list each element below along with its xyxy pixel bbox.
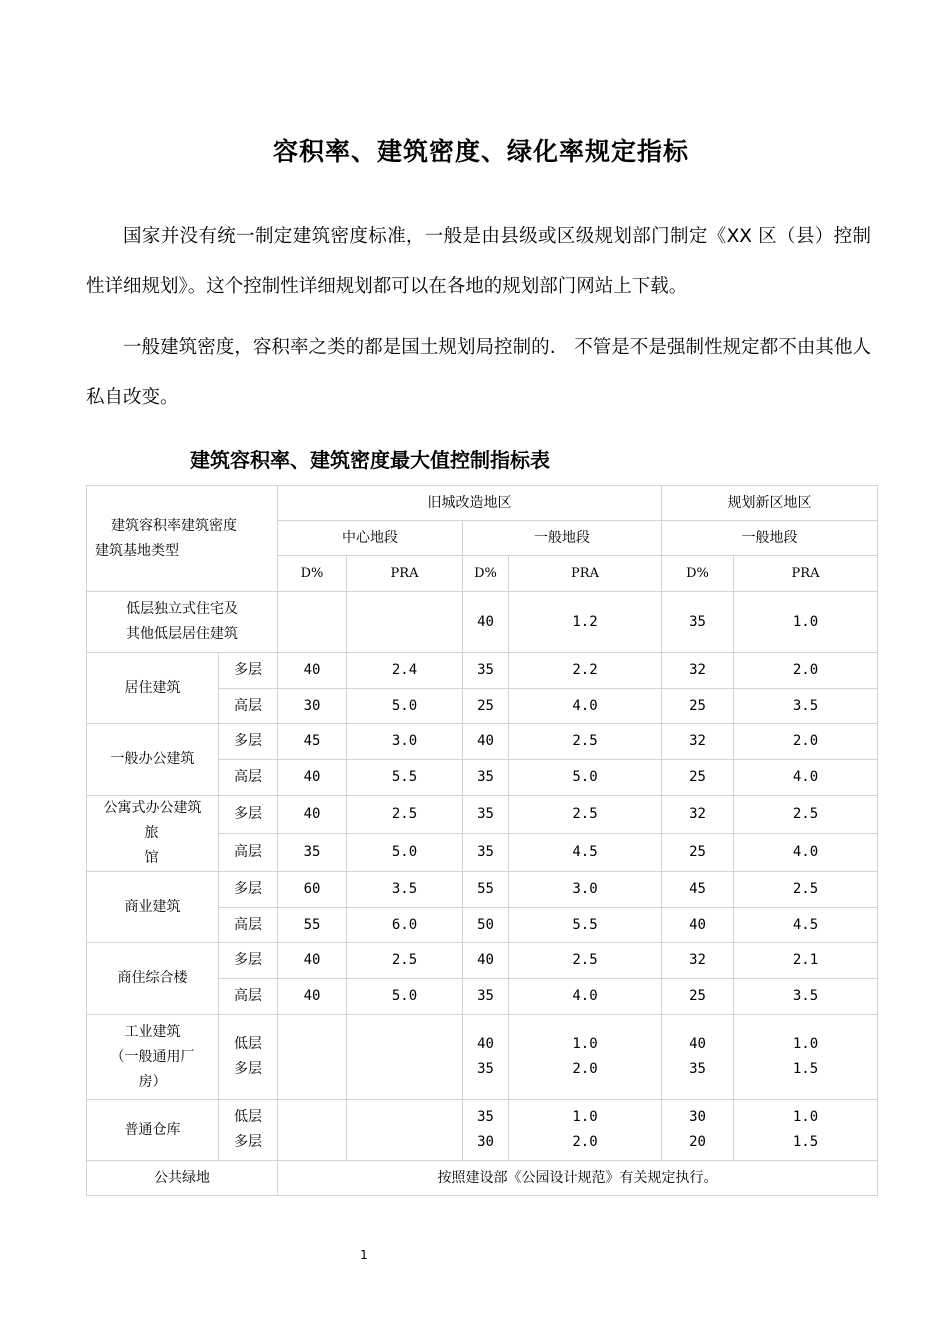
value-cell	[734, 1015, 878, 1100]
value-line: 2.0	[572, 1061, 598, 1077]
col-d-header: D%	[662, 556, 734, 592]
value-cell: 4.0	[734, 760, 878, 796]
building-type-cell: 商业建筑	[87, 872, 219, 943]
value-cell: 5.5	[509, 908, 662, 943]
floor-type-cell: 多层	[219, 943, 278, 979]
zone-center-header: 中心地段	[278, 521, 463, 556]
value-cell: 25	[463, 689, 509, 724]
value-cell: 5.0	[347, 834, 463, 872]
floor-type-cell: 多层	[219, 872, 278, 908]
value-cell: 45	[662, 872, 734, 908]
value-cell: 2.5	[509, 724, 662, 760]
value-cell: 2.5	[347, 943, 463, 979]
value-cell: 5.0	[347, 979, 463, 1015]
value-cell: 35	[463, 796, 509, 834]
value-cell: 3.5	[734, 689, 878, 724]
value-cell: 2.2	[509, 653, 662, 689]
floor-type-cell	[219, 1100, 278, 1161]
building-type-line: 公寓式办公建筑	[103, 800, 202, 816]
value-cell: 2.5	[734, 796, 878, 834]
value-cell: 4.0	[509, 979, 662, 1015]
floor-type-cell: 高层	[219, 689, 278, 724]
value-cell	[463, 1015, 509, 1100]
table-row	[87, 592, 878, 653]
value-cell: 40	[463, 943, 509, 979]
value-line: 1.5	[792, 1061, 819, 1077]
value-cell: 2.5	[347, 796, 463, 834]
building-type-char: 旅	[144, 825, 159, 841]
value-cell: 55	[463, 872, 509, 908]
building-type-cell	[87, 796, 219, 872]
value-cell	[278, 592, 347, 653]
value-line: 35	[689, 1061, 706, 1077]
building-type-line: 房）	[138, 1073, 167, 1090]
region-new-header: 规划新区地区	[662, 486, 878, 521]
value-cell	[509, 1015, 662, 1100]
value-cell	[278, 1100, 347, 1161]
value-cell: 55	[278, 908, 347, 943]
value-line: 30	[689, 1109, 706, 1125]
zone-general-new-header: 一般地段	[662, 521, 878, 556]
value-cell: 4.5	[509, 834, 662, 872]
col-d-header: D%	[463, 556, 509, 592]
value-cell: 2.0	[734, 724, 878, 760]
value-cell: 40	[278, 979, 347, 1015]
value-line: 1.0	[572, 1036, 598, 1052]
value-cell: 50	[463, 908, 509, 943]
value-cell: 2.4	[347, 653, 463, 689]
value-cell: 32	[662, 796, 734, 834]
floor-type-cell: 多层	[219, 796, 278, 834]
table-row	[87, 724, 878, 760]
value-line: 1.0	[792, 1109, 819, 1125]
floor-type-cell	[219, 1015, 278, 1100]
value-line: 20	[689, 1134, 706, 1150]
value-line: 1.5	[792, 1134, 819, 1150]
floor-type-line: 多层	[234, 1134, 262, 1150]
col-d-header: D%	[278, 556, 347, 592]
table-title: 建筑容积率、建筑密度最大值控制指标表	[190, 448, 550, 472]
value-line: 35	[477, 1061, 494, 1077]
value-cell: 25	[662, 689, 734, 724]
building-type-line	[87, 821, 218, 871]
value-cell: 35	[662, 592, 734, 653]
note-cell: 按照建设部《公园设计规范》有关规定执行。	[278, 1161, 878, 1196]
building-type-line: （一般通用厂	[110, 1048, 195, 1065]
building-type-cell: 商住综合楼	[87, 943, 219, 1015]
building-type-cell: 普通仓库	[87, 1100, 219, 1161]
value-cell: 30	[278, 689, 347, 724]
floor-type-line: 低层	[234, 1109, 262, 1125]
floor-type-line: 多层	[234, 1061, 262, 1077]
value-cell: 35	[463, 653, 509, 689]
corner-header-bottom: 建筑基地类型	[95, 542, 179, 559]
table-header-row	[87, 486, 878, 521]
value-line: 35	[477, 1109, 494, 1125]
value-cell: 2.5	[509, 796, 662, 834]
floor-type-cell: 高层	[219, 979, 278, 1015]
value-cell: 60	[278, 872, 347, 908]
value-cell: 1.0	[734, 592, 878, 653]
value-cell: 40	[662, 908, 734, 943]
value-line: 2.0	[572, 1134, 598, 1150]
value-cell: 25	[662, 834, 734, 872]
value-cell: 2.5	[734, 872, 878, 908]
value-cell: 6.0	[347, 908, 463, 943]
floor-type-cell: 多层	[219, 724, 278, 760]
value-cell	[347, 592, 463, 653]
table-row	[87, 653, 878, 689]
building-type-line: 低层独立式住宅及	[126, 601, 238, 617]
building-type-line: 工业建筑	[124, 1023, 181, 1040]
value-cell: 40	[278, 760, 347, 796]
value-cell: 32	[662, 943, 734, 979]
floor-type-line: 低层	[234, 1036, 262, 1052]
value-cell: 35	[463, 834, 509, 872]
value-cell	[662, 1100, 734, 1161]
value-cell	[347, 1015, 463, 1100]
floor-type-cell: 高层	[219, 760, 278, 796]
table-row	[87, 943, 878, 979]
value-cell: 3.0	[509, 872, 662, 908]
paragraph-1: 国家并没有统一制定建筑密度标准，一般是由县级或区级规划部门制定《XX 区（县）控制性详细规划》。这个控制性详细规划都可以在各地的规划部门网站上下载。	[86, 226, 871, 297]
floor-type-cell: 高层	[219, 834, 278, 872]
value-cell	[463, 1100, 509, 1161]
value-cell: 40	[278, 943, 347, 979]
value-cell	[509, 1100, 662, 1161]
value-cell: 35	[463, 979, 509, 1015]
region-old-header: 旧城改造地区	[278, 486, 662, 521]
building-type-cell: 一般办公建筑	[87, 724, 219, 796]
value-cell: 40	[278, 796, 347, 834]
value-line: 1.0	[792, 1036, 819, 1052]
value-line: 30	[477, 1134, 494, 1150]
value-cell: 2.1	[734, 943, 878, 979]
value-cell: 3.5	[734, 979, 878, 1015]
table-row	[87, 1100, 878, 1161]
value-cell: 5.5	[347, 760, 463, 796]
value-cell: 35	[278, 834, 347, 872]
floor-type-cell: 多层	[219, 653, 278, 689]
value-cell: 25	[662, 760, 734, 796]
value-cell: 40	[463, 724, 509, 760]
value-line: 40	[477, 1036, 494, 1052]
value-cell: 3.0	[347, 724, 463, 760]
value-cell: 5.0	[347, 689, 463, 724]
col-pra-header: PRA	[347, 556, 463, 592]
indicator-table	[86, 485, 878, 1196]
value-cell	[734, 1100, 878, 1161]
value-cell: 2.5	[509, 943, 662, 979]
value-cell: 40	[463, 592, 509, 653]
corner-header-cell	[87, 486, 278, 592]
value-line: 1.0	[572, 1109, 598, 1125]
value-cell: 4.0	[734, 834, 878, 872]
paragraph-2: 一般建筑密度，容积率之类的都是国土规划局控制的. 不管是不是强制性规定都不由其他人私自改变。	[86, 337, 871, 408]
building-type-cell	[87, 592, 278, 653]
value-cell: 1.2	[509, 592, 662, 653]
value-cell: 4.5	[734, 908, 878, 943]
building-type-char: 馆	[144, 850, 159, 866]
value-cell	[662, 1015, 734, 1100]
value-cell: 4.0	[509, 689, 662, 724]
floor-type-cell: 高层	[219, 908, 278, 943]
page-number: 1	[360, 1248, 368, 1262]
building-type-cell: 居住建筑	[87, 653, 219, 724]
value-cell: 5.0	[509, 760, 662, 796]
value-cell: 3.5	[347, 872, 463, 908]
document-title: 容积率、建筑密度、绿化率规定指标	[272, 137, 689, 166]
value-cell: 2.0	[734, 653, 878, 689]
value-cell: 32	[662, 724, 734, 760]
building-type-line: 其他低层居住建筑	[126, 626, 238, 642]
table-row	[87, 796, 878, 834]
value-cell: 45	[278, 724, 347, 760]
value-cell	[347, 1100, 463, 1161]
table-row	[87, 1161, 878, 1196]
table-row	[87, 1015, 878, 1100]
col-pra-header: PRA	[734, 556, 878, 592]
col-pra-header: PRA	[509, 556, 662, 592]
table-row	[87, 872, 878, 908]
value-cell	[278, 1015, 347, 1100]
zone-general-old-header: 一般地段	[463, 521, 662, 556]
value-cell: 25	[662, 979, 734, 1015]
building-type-cell: 公共绿地	[87, 1161, 278, 1196]
value-cell: 35	[463, 760, 509, 796]
value-cell: 40	[278, 653, 347, 689]
building-type-cell	[87, 1015, 219, 1100]
value-cell: 32	[662, 653, 734, 689]
corner-header-top: 建筑容积率建筑密度	[111, 517, 237, 534]
value-line: 40	[689, 1036, 706, 1052]
